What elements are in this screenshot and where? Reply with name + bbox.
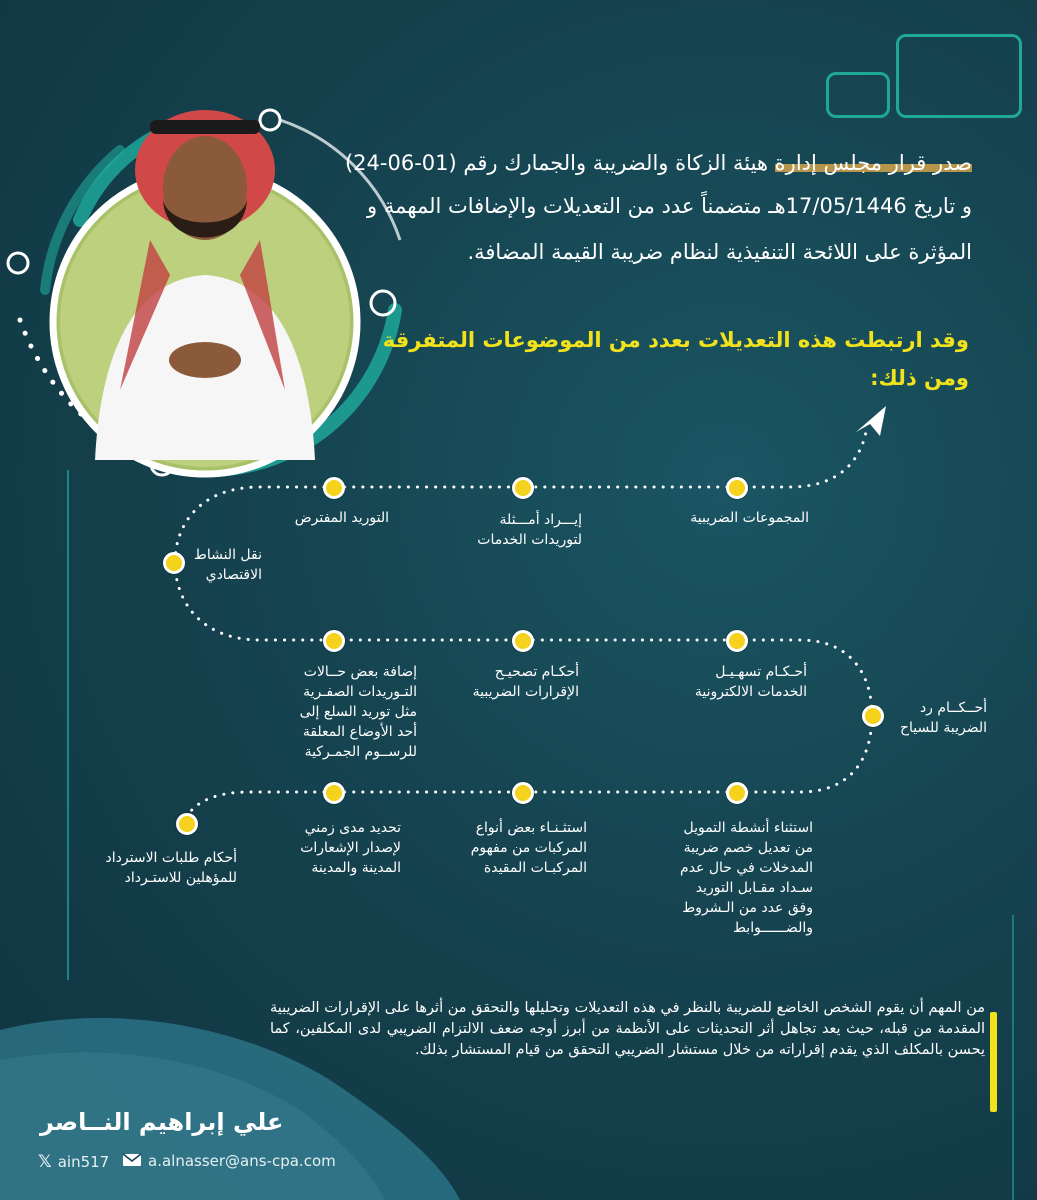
label-deemed-supply: التوريد المفترض bbox=[294, 510, 389, 526]
intro-line-2: و تاريخ 17/05/1446هـ متضمناً عدد من التعديلات والإضافات المهمة و bbox=[367, 194, 972, 218]
note-accent-bar bbox=[990, 1012, 997, 1112]
timeline-dot-zero-rated bbox=[323, 630, 345, 652]
label-notices-line-2: لإصدار الإشعارات bbox=[300, 840, 401, 856]
label-vehicles-line-2: المركبات من مفهوم bbox=[470, 840, 587, 856]
timeline-dot-vehicles bbox=[512, 782, 534, 804]
timeline-dot-group bbox=[726, 477, 748, 499]
label-financing-line-6: والضــــــوابط bbox=[733, 920, 813, 936]
label-e-services-line-2: الخدمات الالكترونية bbox=[694, 684, 807, 700]
label-transfer-line-1: نقل النشاط bbox=[193, 547, 262, 563]
label-financing-line-5: وفق عدد من الـشروط bbox=[682, 900, 813, 916]
label-financing-line-3: المدخلات في حال عدم bbox=[680, 860, 813, 876]
label-examples-line-2: لتوريدات الخدمات bbox=[477, 532, 582, 548]
twitter-text: ain517 bbox=[57, 1153, 110, 1171]
headline-line-2: ومن ذلك: bbox=[870, 366, 969, 390]
label-zero-rated-line-1: إضافة بعض حــالات bbox=[303, 664, 417, 680]
label-corrections-line-2: الإقرارات الضريبية bbox=[472, 684, 579, 700]
author-name: علي إبراهيم النــاصر bbox=[40, 1108, 284, 1136]
arrow-icon bbox=[850, 402, 890, 438]
label-transfer-line-2: الاقتصادي bbox=[205, 567, 262, 583]
label-financing-line-2: من تعديل خصم ضريبة bbox=[683, 840, 813, 856]
intro-line-3: المؤثرة على اللائحة التنفيذية لنظام ضريبة القيمة المضافة. bbox=[467, 240, 972, 264]
closing-note: من المهم أن يقوم الشخص الخاضع للضريبة بالنظر في هذه التعديلات وتحليلها والتحقق من أثرها على الإقرارات الضريبية المقدمة من قبله، حيث يعد تجاهل أثر التحديثات على الأنظمة من أبرز أوجه ضعف الالتزام الضريبي لدى المكلفين، كما يحسن بالمكلف الذي يقدم إقراراته من خلال مستشار الضريبي التحقق من قيام المستشار بذلك. bbox=[270, 1000, 985, 1058]
timeline-dot-transfer bbox=[163, 552, 185, 574]
label-zero-rated-line-4: أحد الأوضاع المعلقة bbox=[302, 724, 417, 740]
label-examples-line-1: إيـــراد أمـــثلة bbox=[499, 512, 582, 528]
label-financing-line-4: سـداد مقـابل التوريد bbox=[695, 880, 813, 896]
label-e-services-line-1: أحـكـام تسهـيـل bbox=[715, 664, 807, 680]
intro-highlight: صدر قرار مجلس إدارة bbox=[774, 151, 972, 175]
timeline-dot-notices bbox=[323, 782, 345, 804]
label-refund-line-1: أحكام طلبات الاسترداد bbox=[105, 850, 237, 866]
label-vehicles-line-1: استثـنـاء بعض أنواع bbox=[475, 820, 587, 836]
label-zero-rated-line-5: للرســوم الجمـركية bbox=[304, 744, 417, 760]
x-logo-icon: 𝕏 bbox=[38, 1152, 52, 1172]
label-tourist-line-1: أحــكــام رد bbox=[919, 700, 987, 716]
timeline-dot-deemed-supply bbox=[323, 477, 345, 499]
label-notices-line-1: تحديد مدى زمني bbox=[304, 820, 401, 836]
timeline-dot-e-services bbox=[726, 630, 748, 652]
intro-line-1-text: هيئة الزكاة والضريبة والجمارك رقم (01-06-24) bbox=[344, 151, 775, 175]
label-financing-line-1: استثناء أنشطة التمويل bbox=[683, 820, 813, 836]
label-tourist-line-2: الضريبة للسياح bbox=[899, 720, 987, 736]
mail-icon bbox=[122, 1153, 142, 1167]
label-vehicles-line-3: المركبـات المقيدة bbox=[483, 860, 587, 876]
headline-line-1: وقد ارتبطت هذه التعديلات بعدد من الموضوعات المتفرقة bbox=[382, 328, 969, 352]
email-text: a.alnasser@ans-cpa.com bbox=[148, 1152, 336, 1170]
label-zero-rated-line-2: التـوريدات الصفـرية bbox=[303, 684, 417, 700]
label-tax-groups: المجموعات الضريبية bbox=[690, 510, 809, 526]
email-contact[interactable] bbox=[122, 1152, 336, 1170]
timeline-dot-examples bbox=[512, 477, 534, 499]
label-notices-line-3: المدينة والمدينة bbox=[311, 860, 401, 876]
label-corrections-line-1: أحكـام تصحيـح bbox=[494, 664, 579, 680]
timeline-dot-refund-requests bbox=[176, 813, 198, 835]
timeline-dot-tourist-refund bbox=[862, 705, 884, 727]
label-zero-rated-line-3: مثل توريد السلع إلى bbox=[299, 704, 417, 720]
timeline-dot-corrections bbox=[512, 630, 534, 652]
label-refund-line-2: للمؤهلين للاستـرداد bbox=[124, 870, 237, 886]
twitter-handle[interactable] bbox=[38, 1152, 109, 1172]
timeline-dot-financing bbox=[726, 782, 748, 804]
